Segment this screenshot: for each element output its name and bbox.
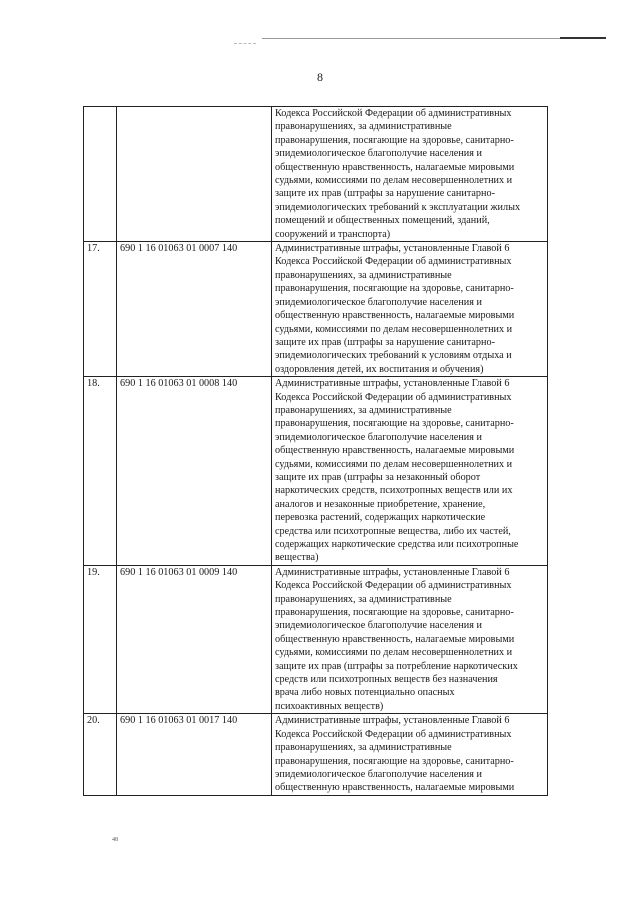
table-row <box>84 242 548 377</box>
description-line: эпидемиологическое благополучие населения и <box>275 768 482 780</box>
description-line: эпидемиологическое благополучие населения и <box>275 431 482 443</box>
revenue-description <box>272 565 548 713</box>
description-line: правонарушениях, за административные <box>275 269 452 281</box>
row-number: 18. <box>84 377 117 566</box>
description-line: судьями, комиссиями по делам несовершеннолетних и <box>275 323 513 335</box>
description-line: аналогов и незаконные приобретение, хранение, <box>275 498 486 510</box>
row-number <box>84 107 117 242</box>
row-number: 17. <box>84 242 117 377</box>
description-line: сооружений и транспорта) <box>275 228 391 240</box>
description-line: Административные штрафы, установленные Главой 6 <box>275 243 510 255</box>
description-line: эпидемиологическое благополучие населения и <box>275 296 482 308</box>
budget-classification-code <box>117 107 272 242</box>
description-line: Кодекса Российской Федерации об административных <box>275 391 512 403</box>
description-line: общественную нравственность, налагаемые мировыми <box>275 161 515 173</box>
budget-codes-table <box>83 106 548 796</box>
description-line: защите их прав (штрафы за незаконный оборот <box>275 471 481 483</box>
description-line: Административные штрафы, установленные Главой 6 <box>275 715 510 727</box>
header-dash <box>234 43 256 44</box>
page-number: 8 <box>317 70 323 84</box>
description-line: Кодекса Российской Федерации об административных <box>275 256 512 268</box>
description-line: правонарушения, посягающие на здоровье, санитарно- <box>275 755 514 767</box>
budget-classification-code: 690 1 16 01063 01 0007 140 <box>117 242 272 377</box>
description-line: правонарушениях, за административные <box>275 742 452 754</box>
description-line: правонарушения, посягающие на здоровье, санитарно- <box>275 283 514 295</box>
budget-classification-code: 690 1 16 01063 01 0017 140 <box>117 714 272 795</box>
description-line: правонарушения, посягающие на здоровье, санитарно- <box>275 418 514 430</box>
description-line: общественную нравственность, налагаемые мировыми <box>275 782 515 794</box>
description-line: правонарушения, посягающие на здоровье, санитарно- <box>275 134 514 146</box>
table-row <box>84 714 548 795</box>
description-line: оздоровления детей, их воспитания и обучения) <box>275 363 484 375</box>
description-line: общественную нравственность, налагаемые мировыми <box>275 633 515 645</box>
description-line: правонарушения, посягающие на здоровье, санитарно- <box>275 607 514 619</box>
description-line: вещества) <box>275 552 319 564</box>
description-line: эпидемиологических требований к эксплуатации жилых <box>275 201 521 213</box>
table-row <box>84 377 548 566</box>
budget-classification-code: 690 1 16 01063 01 0009 140 <box>117 565 272 713</box>
description-line: правонарушениях, за административные <box>275 593 452 605</box>
description-line: защите их прав (штрафы за потребление наркотических <box>275 660 518 672</box>
description-line: помещений и общественных помещений, зданий, <box>275 215 490 227</box>
description-line: судьями, комиссиями по делам несовершеннолетних и <box>275 175 513 187</box>
description-line: Административные штрафы, установленные Главой 6 <box>275 378 510 390</box>
description-line: Административные штрафы, установленные Главой 6 <box>275 566 510 578</box>
header-rule-accent <box>560 37 606 39</box>
table-row <box>84 107 548 242</box>
description-line: эпидемиологическое благополучие населения и <box>275 620 482 632</box>
description-line: судьями, комиссиями по делам несовершеннолетних и <box>275 647 513 659</box>
footer-mark: 48 <box>112 837 118 843</box>
description-line: защите их прав (штрафы за нарушение санитарно- <box>275 188 495 200</box>
description-line: средства или психотропные вещества, либо их частей, <box>275 525 511 537</box>
revenue-description <box>272 377 548 566</box>
description-line: эпидемиологических требований к условиям отдыха и <box>275 350 512 362</box>
row-number: 20. <box>84 714 117 795</box>
description-line: эпидемиологическое благополучие населения и <box>275 148 482 160</box>
description-line: средств или психотропных веществ без назначения <box>275 674 498 686</box>
description-line: защите их прав (штрафы за нарушение санитарно- <box>275 336 495 348</box>
description-line: правонарушениях, за административные <box>275 404 452 416</box>
description-line: судьями, комиссиями по делам несовершеннолетних и <box>275 458 513 470</box>
description-line: общественную нравственность, налагаемые мировыми <box>275 310 515 322</box>
description-line: правонарушениях, за административные <box>275 121 452 133</box>
table-row <box>84 565 548 713</box>
description-line: содержащих наркотические средства или психотропные <box>275 539 519 550</box>
description-line: наркотических средств, психотропных веществ или их <box>275 485 513 497</box>
description-line: Кодекса Российской Федерации об административных <box>275 728 512 740</box>
row-number: 19. <box>84 565 117 713</box>
description-line: врача либо новых потенциально опасных <box>275 687 455 699</box>
revenue-description <box>272 714 548 795</box>
budget-classification-code: 690 1 16 01063 01 0008 140 <box>117 377 272 566</box>
description-line: перевозка растений, содержащих наркотические <box>275 512 486 524</box>
description-line: общественную нравственность, налагаемые мировыми <box>275 445 515 457</box>
revenue-description <box>272 242 548 377</box>
description-line: психоактивных веществ) <box>275 700 384 712</box>
revenue-description <box>272 107 548 242</box>
description-line: Кодекса Российской Федерации об административных <box>275 108 512 119</box>
header-rule <box>262 38 606 39</box>
description-line: Кодекса Российской Федерации об административных <box>275 580 512 592</box>
